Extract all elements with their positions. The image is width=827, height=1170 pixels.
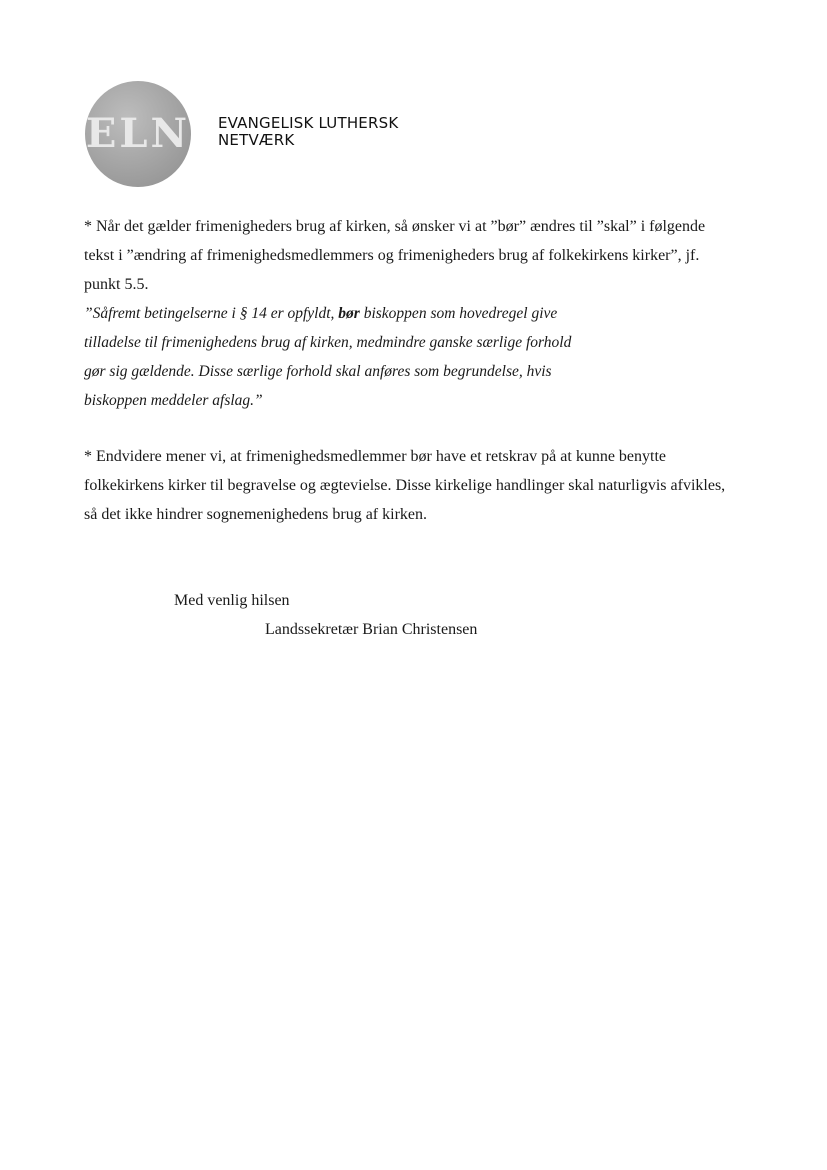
logo-mark-letters: ELN xyxy=(85,110,191,157)
text-line: så det ikke hindrer sognemenighedens brug af kirken. xyxy=(84,506,428,523)
text-line: * Når det gælder frimenigheders brug af kirken, så ønsker vi at ”bør” ændres til ”skal” i følgende xyxy=(84,218,706,235)
quote-text: ”Såfremt betingelserne i § 14 er opfyldt, xyxy=(84,305,339,322)
quote-line-3: gør sig gældende. Disse særlige forhold skal anføres som begrundelse, hvis xyxy=(84,363,552,380)
paragraph-frimenigheder xyxy=(84,212,764,299)
signature: Landssekretær Brian Christensen xyxy=(265,621,478,638)
logo-name-line1: EVANGELISK LUTHERSK xyxy=(218,114,399,132)
quote-line-2: tilladelse til frimenighedens brug af kirken, medmindre ganske særlige forhold xyxy=(84,334,572,351)
text-line: punkt 5.5. xyxy=(84,276,149,293)
text-line: * Endvidere mener vi, at frimenighedsmedlemmer bør have et retskrav på at kunne benytte xyxy=(84,448,667,465)
paragraph-retskrav xyxy=(84,442,764,529)
closing-greeting: Med venlig hilsen xyxy=(174,592,290,609)
eln-logo-icon xyxy=(84,80,192,188)
quoted-text xyxy=(84,299,764,415)
logo-wordmark xyxy=(218,115,398,149)
text-line: folkekirkens kirker til begravelse og ægtevielse. Disse kirkelige handlinger skal naturligvis afvikles, xyxy=(84,477,726,494)
logo-name-line2: NETVÆRK xyxy=(218,131,295,149)
organization-logo xyxy=(84,80,494,190)
quote-line-4: biskoppen meddeler afslag.” xyxy=(84,392,263,409)
text-line: tekst i ”ændring af frimenighedsmedlemmers og frimenigheders brug af folkekirkens kirker”, jf. xyxy=(84,247,700,264)
quote-text: biskoppen som hovedregel give xyxy=(359,305,558,322)
quote-line-1 xyxy=(84,299,764,328)
quote-bold-word: bør xyxy=(338,305,360,322)
